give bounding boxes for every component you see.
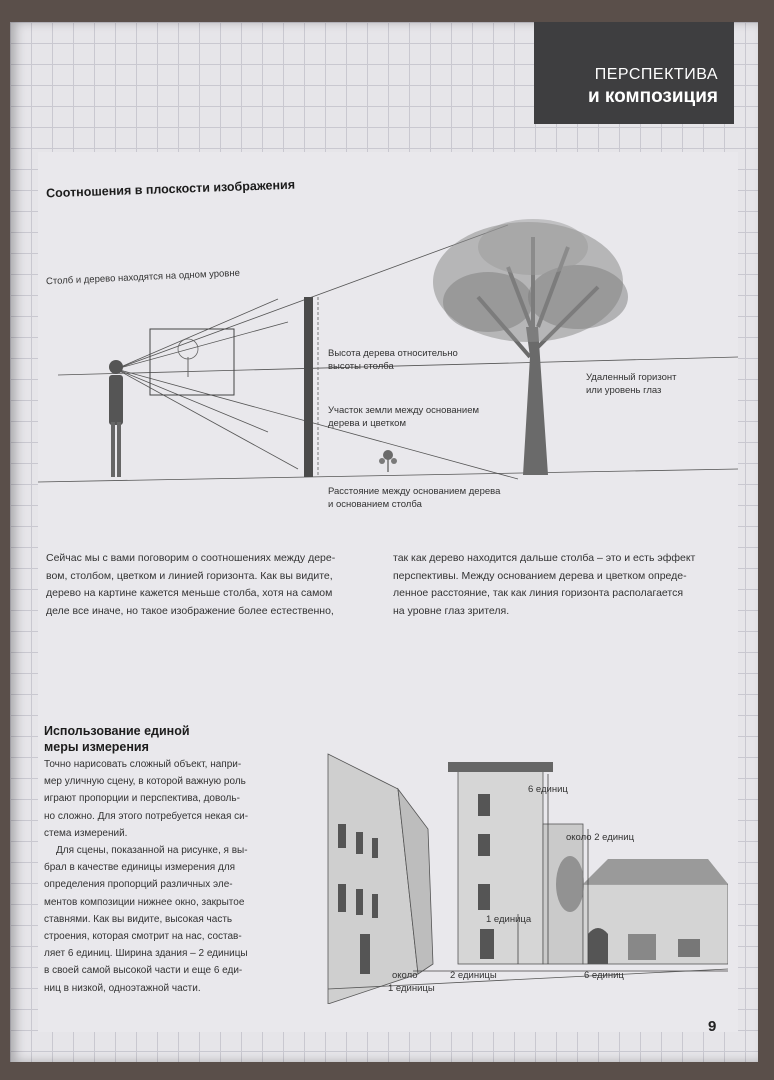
caption-tree-height-1: Высота дерева относительно: [328, 348, 458, 359]
paragraph-line: так как дерево находится дальше столба – это и есть эффект: [393, 552, 696, 564]
paragraph-line: на уровне глаз зрителя.: [393, 604, 510, 617]
section1-column-left: [46, 550, 366, 620]
label-six-units-top: 6 единиц: [528, 784, 568, 795]
paragraph-line: дерево на картине кажется меньше столба, хотя на самом: [46, 587, 333, 599]
label-one-unit: 1 единица: [486, 914, 532, 925]
paragraph-line: ляет 6 единиц. Ширина здания – 2 единицы: [44, 948, 248, 960]
caption-pillar-tree: Столб и дерево находятся на одном уровне: [45, 267, 241, 288]
caption-horizon-2: или уровень глаз: [586, 385, 662, 396]
paragraph-line: перспективы. Между основанием дерева и цветком опреде-: [393, 569, 687, 582]
label-two-units: 2 единицы: [450, 970, 497, 981]
section2-text: [44, 756, 284, 997]
chapter-header: [534, 22, 734, 124]
content-area: [38, 66, 738, 1035]
label-six-units-bottom: 6 единиц: [584, 970, 624, 981]
paragraph-line: стема измерений.: [44, 827, 128, 839]
paragraph-line: Точно нарисовать сложный объект, напри-: [44, 759, 242, 770]
caption-tree-height-2: высоты столба: [328, 361, 394, 372]
book-page: [10, 22, 758, 1062]
paragraph-line: Для сцены, показанной на рисунке, я вы-: [56, 845, 248, 857]
caption-horizon-1: Удаленный горизонт: [586, 372, 677, 383]
person-figure: [109, 360, 123, 477]
street-scene-illustration: [308, 734, 728, 1004]
section2-title-line1: Использование единой: [44, 724, 190, 738]
label-about-one-1: около: [392, 970, 418, 981]
caption-distance-2: и основанием столба: [328, 499, 422, 510]
paragraph-line: Сейчас мы с вами поговорим о соотношениях между дере-: [46, 552, 336, 564]
section2-title-line2: меры измерения: [44, 740, 149, 754]
flower: [379, 450, 397, 472]
picture-plane: [150, 329, 234, 395]
paragraph-line: ментов композиции нижнее окно, закрытое: [44, 896, 245, 908]
page-number: 9: [708, 1018, 717, 1035]
chapter-title-line1: ПЕРСПЕКТИВА: [594, 66, 718, 83]
paragraph-line: строения, которая смотрит на нас, состав-: [44, 931, 242, 943]
caption-ground-1: Участок земли между основанием: [328, 405, 480, 416]
label-about-two-units: около 2 единиц: [566, 832, 635, 843]
paragraph-line: деле все иначе, но такое изображение более естественно,: [46, 604, 334, 617]
tall-building: [458, 769, 543, 964]
paragraph-line: определения пропорций различных эле-: [44, 879, 233, 891]
paragraph-line: ленное расстояние, так как линия горизонта располагается: [393, 587, 684, 599]
paragraph-line: но сложно. Для этого потребуется некая си-: [44, 810, 249, 822]
tree: [433, 219, 628, 475]
paragraph-line: вом, столбом, цветком и линией горизонта. Как вы видите,: [46, 569, 333, 582]
paragraph-line: мер уличную сцену, в которой важную роль: [44, 776, 246, 788]
caption-ground-2: дерева и цветком: [328, 418, 406, 429]
label-about-one-2: 1 единицы: [388, 983, 435, 994]
paragraph-line: ниц в низкой, одноэтажной части.: [44, 982, 201, 994]
paragraph-line: ставнями. Как вы видите, высокая часть: [44, 913, 233, 925]
paragraph-line: брал в качестве единицы измерения для: [44, 862, 236, 874]
paragraph-line: играют пропорции и перспектива, доволь-: [44, 793, 240, 805]
caption-distance-1: Расстояние между основанием дерева: [328, 486, 501, 497]
pillar: [304, 297, 313, 477]
section1-title: Соотношения в плоскости изображения: [45, 177, 296, 201]
section1-column-right: [393, 550, 733, 620]
chapter-title-line2: и композиция: [587, 86, 718, 107]
paragraph-line: в своей самой высокой части и еще 6 еди-: [44, 965, 243, 977]
